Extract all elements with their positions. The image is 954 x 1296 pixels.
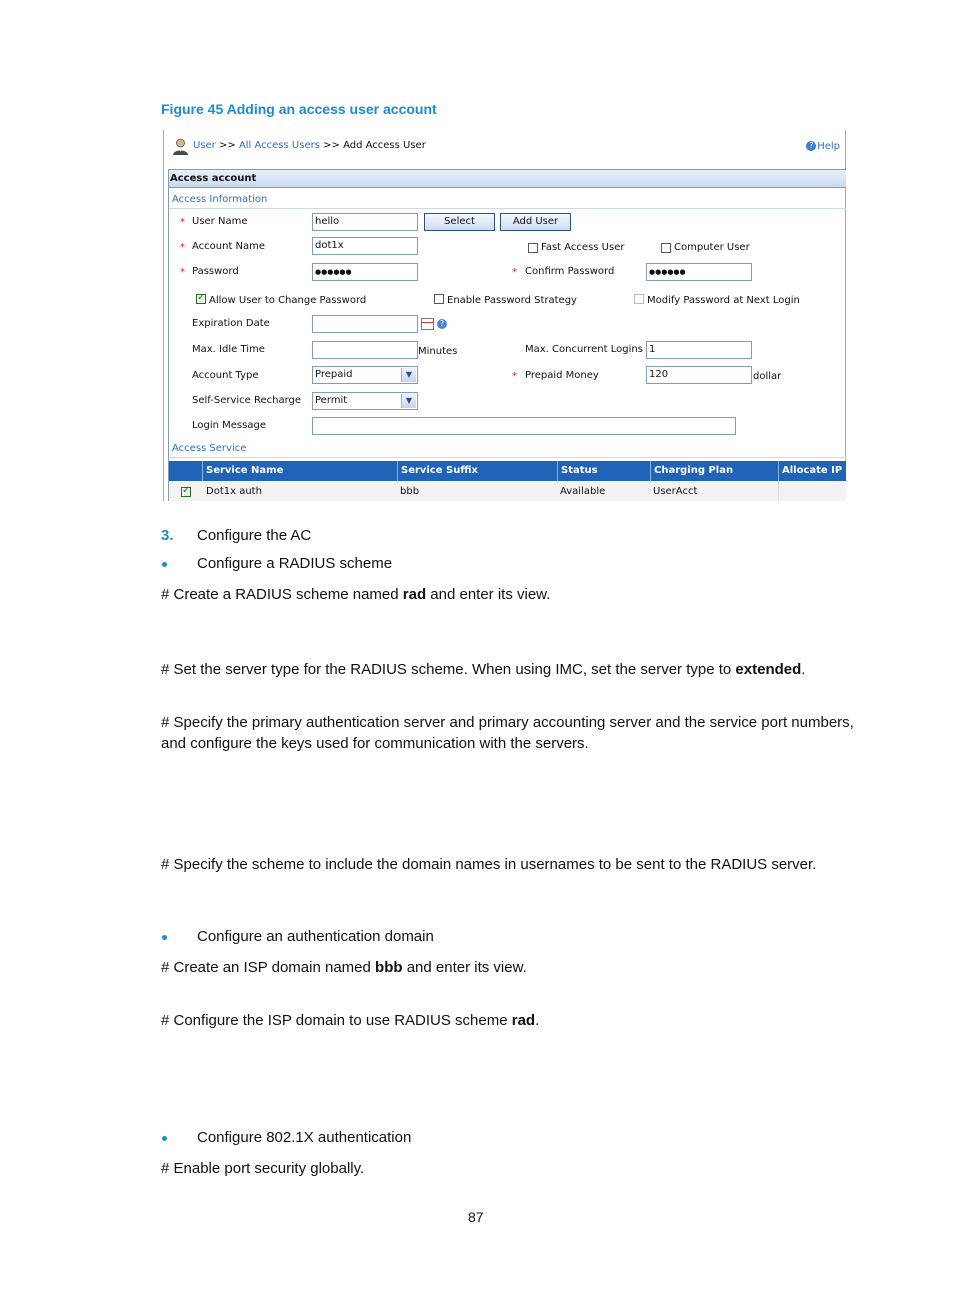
column-header-charging-plan[interactable]: Charging Plan bbox=[650, 461, 778, 481]
computer-user-label: Computer User bbox=[674, 242, 750, 253]
required-mark: * bbox=[180, 242, 185, 253]
login-message-input[interactable] bbox=[312, 417, 736, 435]
dollar-unit: dollar bbox=[753, 371, 782, 382]
max-idle-time-input[interactable] bbox=[312, 341, 418, 359]
paragraph-port-security: # Enable port security globally. bbox=[161, 1160, 365, 1177]
chevron-down-icon[interactable]: ▼ bbox=[401, 394, 416, 408]
required-mark: * bbox=[512, 371, 517, 382]
account-type-select[interactable] bbox=[312, 366, 418, 384]
account-type-value: Prepaid bbox=[315, 369, 353, 380]
bullet-marker bbox=[162, 935, 167, 940]
select-button[interactable]: Select bbox=[424, 213, 495, 231]
expiration-date-input[interactable] bbox=[312, 315, 418, 333]
add-user-button[interactable]: Add User bbox=[500, 213, 571, 231]
table-row bbox=[169, 481, 846, 501]
paragraph-server-type bbox=[161, 661, 805, 678]
required-mark: * bbox=[180, 217, 185, 228]
paragraph-domain-names: # Specify the scheme to include the domain names in usernames to be sent to the RADIUS server. bbox=[161, 856, 817, 873]
text-run: # Create a RADIUS scheme named bbox=[161, 586, 403, 603]
max-concurrent-logins-input[interactable]: 1 bbox=[646, 341, 752, 359]
max-idle-time-label: Max. Idle Time bbox=[192, 344, 265, 355]
user-name-label: User Name bbox=[192, 216, 248, 227]
service-table-header bbox=[169, 461, 846, 481]
account-name-label: Account Name bbox=[192, 241, 266, 252]
help-link[interactable] bbox=[806, 141, 840, 152]
required-mark: * bbox=[180, 267, 185, 278]
help-icon: ? bbox=[806, 141, 816, 151]
panel-title: Access account bbox=[169, 170, 846, 188]
frame-left-border bbox=[163, 130, 164, 501]
paragraph-create-isp bbox=[161, 959, 527, 976]
text-run: # Configure the ISP domain to use RADIUS scheme bbox=[161, 1012, 512, 1029]
account-type-label: Account Type bbox=[192, 370, 259, 381]
column-header-status[interactable]: Status bbox=[557, 461, 650, 481]
enable-password-strategy-checkbox[interactable] bbox=[434, 294, 444, 304]
page-number: 87 bbox=[468, 1209, 484, 1225]
cell-allocate-ip bbox=[778, 481, 846, 501]
breadcrumb-all-access-users-link[interactable]: All Access Users bbox=[238, 140, 320, 151]
row-select-checkbox[interactable] bbox=[181, 487, 191, 497]
confirm-password-label: Confirm Password bbox=[525, 266, 615, 277]
enable-password-strategy-label: Enable Password Strategy bbox=[447, 295, 577, 306]
user-name-input[interactable]: hello bbox=[312, 213, 418, 231]
step-text: Configure the AC bbox=[197, 527, 312, 544]
self-service-recharge-label: Self-Service Recharge bbox=[192, 395, 302, 406]
step-number: 3. bbox=[161, 527, 174, 544]
cell-service-suffix: bbb bbox=[400, 486, 420, 497]
account-name-input[interactable]: dot1x bbox=[312, 237, 418, 255]
max-concurrent-logins-label: Max. Concurrent Logins bbox=[525, 344, 643, 355]
text-run: # Set the server type for the RADIUS scheme. When using IMC, set the server type to bbox=[161, 661, 736, 678]
required-mark: * bbox=[512, 267, 517, 278]
bullet-marker bbox=[162, 562, 167, 567]
breadcrumb bbox=[193, 140, 426, 151]
text-run: . bbox=[535, 1012, 540, 1029]
paragraph-servers-line2: and configure the keys used for communication with the servers. bbox=[161, 735, 589, 752]
breadcrumb-current: Add Access User bbox=[343, 140, 426, 151]
help-label: Help bbox=[817, 141, 840, 152]
prepaid-money-input[interactable]: 120 bbox=[646, 366, 752, 384]
fast-access-user-label: Fast Access User bbox=[541, 242, 625, 253]
section-access-service: Access Service bbox=[172, 443, 247, 454]
fast-access-user-checkbox[interactable] bbox=[528, 243, 538, 253]
chevron-down-icon[interactable]: ▼ bbox=[401, 368, 416, 382]
paragraph-create-radius bbox=[161, 586, 550, 603]
breadcrumb-user-link[interactable]: User bbox=[193, 140, 216, 151]
self-service-recharge-select[interactable] bbox=[312, 392, 418, 410]
modify-password-next-login-checkbox[interactable] bbox=[634, 294, 644, 304]
prepaid-money-label: Prepaid Money bbox=[525, 370, 599, 381]
section-divider bbox=[169, 208, 846, 209]
text-run: and enter its view. bbox=[426, 586, 551, 603]
breadcrumb-separator: >> bbox=[218, 140, 236, 151]
password-input[interactable]: ●●●●●● bbox=[312, 263, 418, 281]
minutes-unit: Minutes bbox=[418, 346, 458, 357]
paragraph-servers-line1: # Specify the primary authentication server and primary accounting server and the service port numbers, bbox=[161, 714, 854, 731]
bullet-marker bbox=[162, 1136, 167, 1141]
allow-change-password-checkbox[interactable] bbox=[196, 294, 206, 304]
login-message-label: Login Message bbox=[192, 420, 266, 431]
text-run: # Create an ISP domain named bbox=[161, 959, 376, 976]
cell-service-name: Dot1x auth bbox=[206, 486, 262, 497]
question-icon[interactable]: ? bbox=[437, 319, 447, 329]
column-header-service-name[interactable]: Service Name bbox=[202, 461, 397, 481]
text-run: . bbox=[801, 661, 806, 678]
user-icon bbox=[172, 138, 189, 156]
modify-password-next-login-label: Modify Password at Next Login bbox=[647, 295, 800, 306]
computer-user-checkbox[interactable] bbox=[661, 243, 671, 253]
bullet-auth-domain: Configure an authentication domain bbox=[197, 928, 434, 945]
paragraph-isp-radius bbox=[161, 1012, 539, 1029]
bold-keyword: bbb bbox=[375, 959, 403, 976]
cell-charging-plan: UserAcct bbox=[653, 486, 698, 497]
column-header-allocate-ip[interactable]: Allocate IP bbox=[778, 461, 846, 481]
access-account-panel bbox=[168, 169, 846, 501]
expiration-date-label: Expiration Date bbox=[192, 318, 270, 329]
allow-change-password-label: Allow User to Change Password bbox=[209, 295, 367, 306]
figure-screenshot bbox=[163, 130, 846, 501]
select-column-header bbox=[169, 461, 202, 481]
breadcrumb-separator: >> bbox=[323, 140, 340, 151]
bullet-8021x: Configure 802.1X authentication bbox=[197, 1129, 412, 1146]
bold-keyword: rad bbox=[511, 1012, 536, 1029]
bold-keyword: extended bbox=[735, 661, 802, 678]
section-access-information: Access Information bbox=[172, 194, 268, 205]
password-label: Password bbox=[192, 266, 239, 277]
bold-keyword: rad bbox=[402, 586, 427, 603]
bullet-radius-scheme: Configure a RADIUS scheme bbox=[197, 555, 393, 572]
text-run: and enter its view. bbox=[402, 959, 527, 976]
cell-status: Available bbox=[560, 486, 606, 497]
confirm-password-input[interactable]: ●●●●●● bbox=[646, 263, 752, 281]
section-divider bbox=[169, 457, 846, 458]
self-service-recharge-value: Permit bbox=[315, 395, 348, 406]
calendar-icon[interactable] bbox=[421, 318, 434, 330]
figure-title: Figure 45 Adding an access user account bbox=[161, 101, 437, 117]
column-header-service-suffix[interactable]: Service Suffix bbox=[397, 461, 557, 481]
